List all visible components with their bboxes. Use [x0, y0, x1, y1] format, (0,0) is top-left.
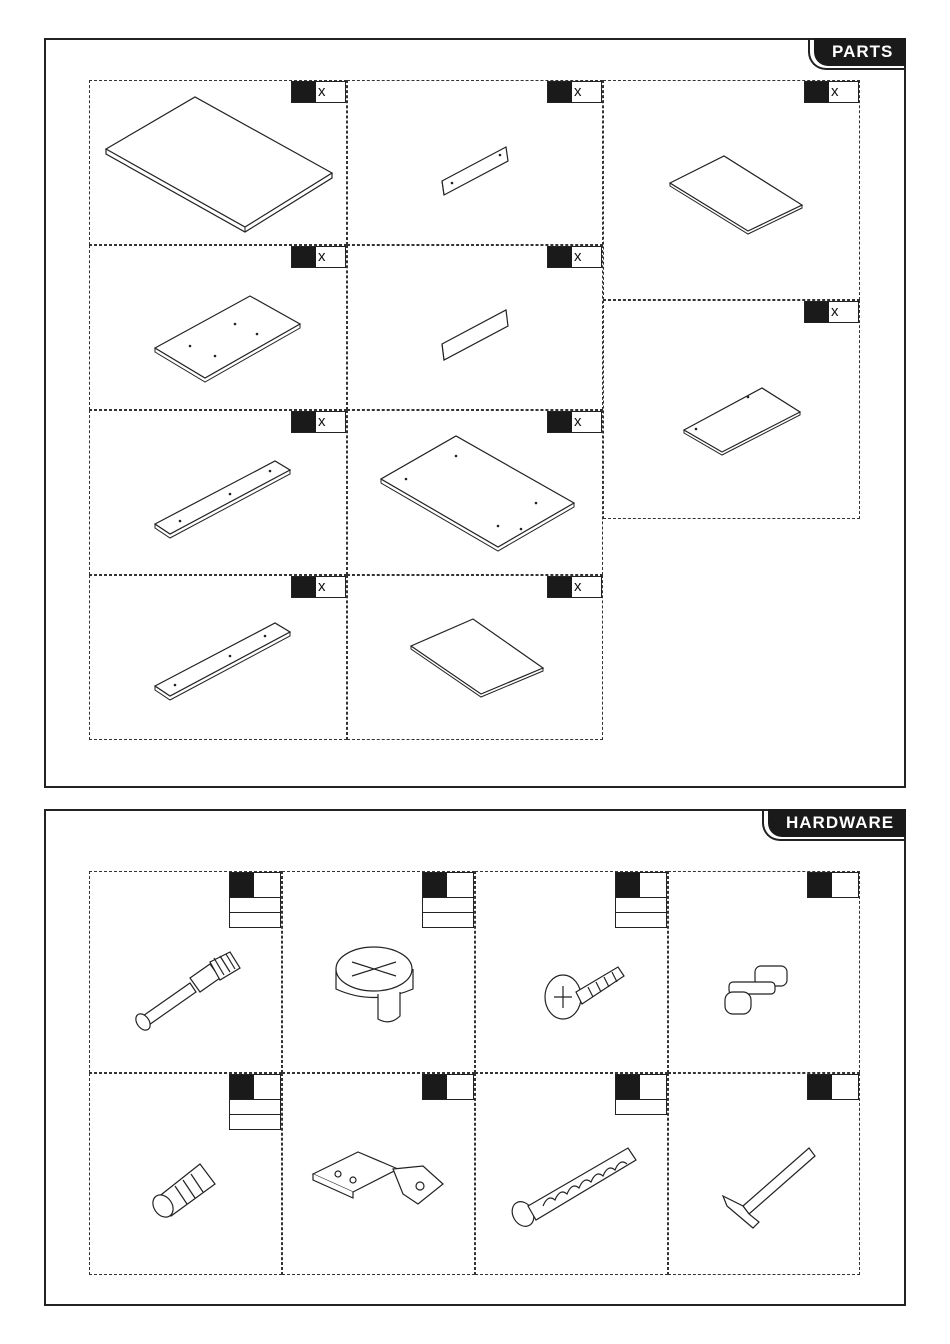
large-panel-icon — [100, 91, 335, 236]
hardware-quantity-box — [615, 1074, 667, 1115]
part-quantity-box: x — [804, 301, 859, 323]
part-quantity-box: x — [291, 246, 346, 268]
hardware-cell-5 — [89, 1073, 282, 1275]
small-panel-icon — [680, 385, 805, 460]
hardware-cell-6 — [282, 1073, 475, 1275]
part-cell-6 — [347, 245, 603, 410]
shelf-panel-icon — [666, 153, 806, 238]
parts-title: PARTS — [814, 38, 906, 66]
hardware-title: HARDWARE — [768, 809, 906, 837]
hardware-quantity-box — [807, 872, 859, 898]
hardware-quantity-box — [422, 872, 474, 928]
small-strip-icon — [436, 141, 516, 206]
part-cell-4 — [89, 575, 347, 740]
hardware-cell-1 — [89, 871, 282, 1073]
shelf-panel-icon — [408, 616, 548, 701]
hardware-cell-3 — [475, 871, 668, 1073]
long-rail-icon — [150, 618, 300, 708]
part-cell-10 — [603, 300, 860, 519]
hardware-quantity-box — [615, 872, 667, 928]
small-strip-icon — [436, 304, 516, 369]
part-quantity-box: x — [291, 81, 346, 103]
part-cell-3 — [89, 410, 347, 575]
drilled-panel-icon — [145, 286, 305, 386]
shelf-pin-icon — [719, 958, 799, 1023]
allen-key-icon — [719, 1144, 819, 1229]
hardware-quantity-box — [229, 1074, 281, 1130]
part-quantity-box: x — [547, 81, 602, 103]
long-rail-icon — [150, 456, 300, 546]
part-quantity-box: x — [547, 576, 602, 598]
hardware-cell-4 — [668, 871, 860, 1073]
part-quantity-box: x — [547, 246, 602, 268]
part-cell-8 — [347, 575, 603, 740]
part-cell-7 — [347, 410, 603, 575]
drilled-panel-icon — [376, 431, 576, 561]
part-cell-9 — [603, 80, 860, 300]
hardware-cell-7 — [475, 1073, 668, 1275]
hardware-cell-2 — [282, 871, 475, 1073]
part-cell-1 — [89, 80, 347, 245]
part-cell-5 — [347, 80, 603, 245]
part-quantity-box: x — [547, 411, 602, 433]
hardware-quantity-box — [807, 1074, 859, 1100]
hardware-cell-8 — [668, 1073, 860, 1275]
cam-lock-icon — [328, 934, 428, 1034]
cam-bolt-icon — [130, 948, 250, 1038]
hinge-icon — [308, 1144, 448, 1219]
wood-dowel-icon — [145, 1156, 225, 1226]
screw-icon — [538, 952, 638, 1032]
wall-anchor-icon — [508, 1136, 648, 1236]
hardware-quantity-box — [229, 872, 281, 928]
part-quantity-box: x — [291, 411, 346, 433]
hardware-quantity-box — [422, 1074, 474, 1100]
part-quantity-box: x — [291, 576, 346, 598]
part-quantity-box: x — [804, 81, 859, 103]
part-cell-2 — [89, 245, 347, 410]
